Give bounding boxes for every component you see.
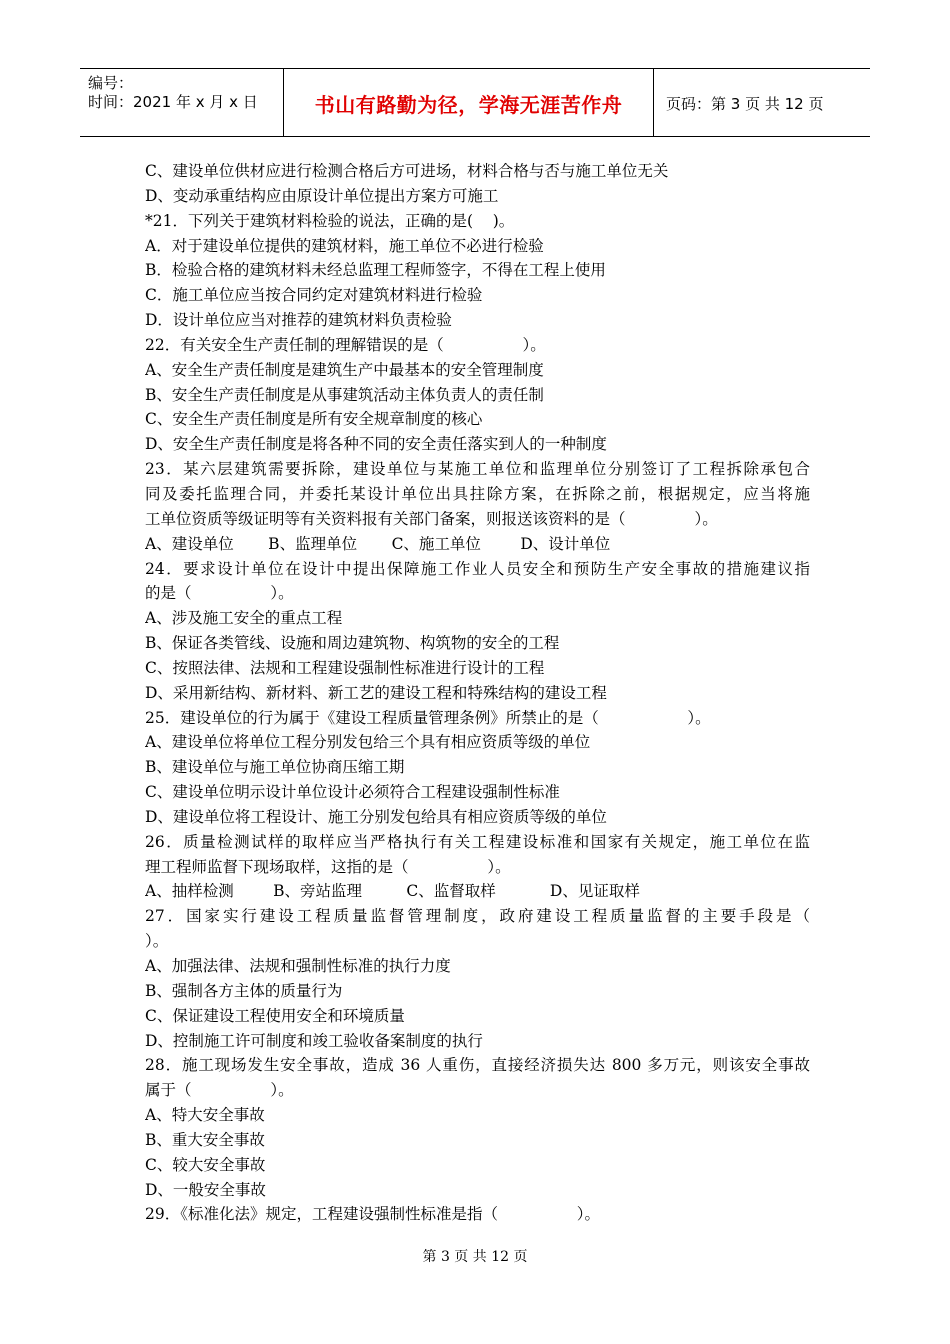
text-line: ）。 bbox=[145, 932, 169, 951]
text-line: C．施工单位应当按合同约定对建筑材料进行检验 bbox=[145, 286, 483, 305]
text-line: D、安全生产责任制度是将各种不同的安全责任落实到人的一种制度 bbox=[145, 435, 607, 454]
text-line: D、一般安全事故 bbox=[145, 1180, 266, 1199]
text-line: C、保证建设工程使用安全和环境质量 bbox=[145, 1006, 405, 1025]
page-info: 页码：第 3 页 共 12 页 bbox=[666, 95, 824, 113]
text-line: C、建设单位供材应进行检测合格后方可进场，材料合格与否与施工单位无关 bbox=[145, 162, 669, 180]
text-line: A、建设单位将单位工程分别发包给三个具有相应资质等级的单位 bbox=[145, 733, 591, 752]
text-line: C、建设单位明示设计单位设计必须符合工程建设强制性标准 bbox=[145, 783, 560, 802]
text-line: 工单位资质等级证明等有关资料报有关部门备案，则报送该资料的是（ ）。 bbox=[145, 509, 718, 528]
question-23: 23．某六层建筑需要拆除，建设单位与某施工单位和监理单位分别签订了工程拆除承包合 bbox=[145, 460, 810, 479]
text-line: C、较大安全事故 bbox=[145, 1155, 266, 1174]
question-27: 27．国家实行建设工程质量监督管理制度，政府建设工程质量监督的主要手段是（ bbox=[145, 907, 810, 926]
question-26: 26．质量检测试样的取样应当严格执行有关工程建设标准和国家有关规定，施工单位在监 bbox=[145, 832, 810, 851]
question-21: *21．下列关于建筑材料检验的说法，正确的是( )。 bbox=[145, 211, 515, 230]
question-28: 28．施工现场发生安全事故，造成 36 人重伤，直接经济损失达 800 多万元，则该安全事故 bbox=[145, 1056, 810, 1075]
text-line: D、采用新结构、新材料、新工艺的建设工程和特殊结构的建设工程 bbox=[145, 683, 607, 702]
text-line: B、重大安全事故 bbox=[145, 1130, 265, 1149]
text-line: B、强制各方主体的质量行为 bbox=[145, 981, 343, 1000]
text-line: A、特大安全事故 bbox=[145, 1106, 265, 1125]
text-line: 同及委托监理合同，并委托某设计单位出具拄除方案，在拆除之前，根据规定，应当将施 bbox=[145, 484, 810, 503]
text-line: 属于（ ）。 bbox=[145, 1081, 294, 1100]
text-line: A、涉及施工安全的重点工程 bbox=[145, 609, 343, 628]
text-line: C、按照法律、法规和工程建设强制性标准进行设计的工程 bbox=[145, 658, 545, 677]
time-label: 时间：2021 年 x 月 x 日 bbox=[88, 93, 258, 111]
page-footer: 第 3 页 共 12 页 bbox=[422, 1249, 528, 1265]
text-line: A、安全生产责任制度是建筑生产中最基本的安全管理制度 bbox=[145, 360, 544, 379]
question-29: 29．《标准化法》规定，工程建设强制性标准是指（ ）。 bbox=[145, 1205, 601, 1224]
header-left-cell bbox=[80, 69, 284, 136]
text-line: A．对于建设单位提供的建筑材料，施工单位不必进行检验 bbox=[145, 236, 544, 255]
text-line: A、建设单位 B、监理单位 C、施工单位 D、设计单位 bbox=[145, 534, 611, 553]
text-line: A、加强法律、法规和强制性标准的执行力度 bbox=[145, 957, 451, 975]
question-24: 24．要求设计单位在设计中提出保障施工作业人员安全和预防生产安全事故的措施建议指 bbox=[145, 559, 810, 578]
question-22: 22．有关安全生产责任制的理解错误的是（ ）。 bbox=[145, 335, 546, 354]
text-line: C、安全生产责任制度是所有安全规章制度的核心 bbox=[145, 410, 483, 429]
text-line: D．设计单位应当对推荐的建筑材料负责检验 bbox=[145, 311, 452, 330]
text-line: 的是（ ）。 bbox=[145, 584, 294, 603]
text-line: B、安全生产责任制度是从事建筑活动主体负责人的责任制 bbox=[145, 385, 544, 404]
header-motto-cell bbox=[284, 69, 654, 136]
header-right-cell bbox=[654, 69, 870, 136]
page-header bbox=[80, 68, 870, 137]
text-line: A、抽样检测 B、旁站监理 C、监督取样 D、见证取样 bbox=[145, 882, 640, 901]
text-line: B、建设单位与施工单位协商压缩工期 bbox=[145, 758, 405, 777]
text-line: B．检验合格的建筑材料未经总监理工程师签字，不得在工程上使用 bbox=[145, 261, 606, 280]
text-line: D、控制施工许可制度和竣工验收备案制度的执行 bbox=[145, 1031, 483, 1050]
text-line: 理工程师监督下现场取样，这指的是（ ）。 bbox=[145, 857, 511, 876]
motto: 书山有路勤为径，学海无涯苦作舟 bbox=[314, 93, 623, 117]
text-line: B、保证各类管线、设施和周边建筑物、构筑物的安全的工程 bbox=[145, 634, 560, 653]
document-body bbox=[145, 159, 810, 1227]
text-line: D、变动承重结构应由原设计单位提出方案方可施工 bbox=[145, 186, 499, 205]
question-25: 25．建设单位的行为属于《建设工程质量管理条例》所禁止的是（ ）。 bbox=[145, 708, 711, 727]
text-line: D、建设单位将工程设计、施工分别发包给具有相应资质等级的单位 bbox=[145, 807, 607, 826]
number-label: 编号： bbox=[88, 74, 134, 92]
